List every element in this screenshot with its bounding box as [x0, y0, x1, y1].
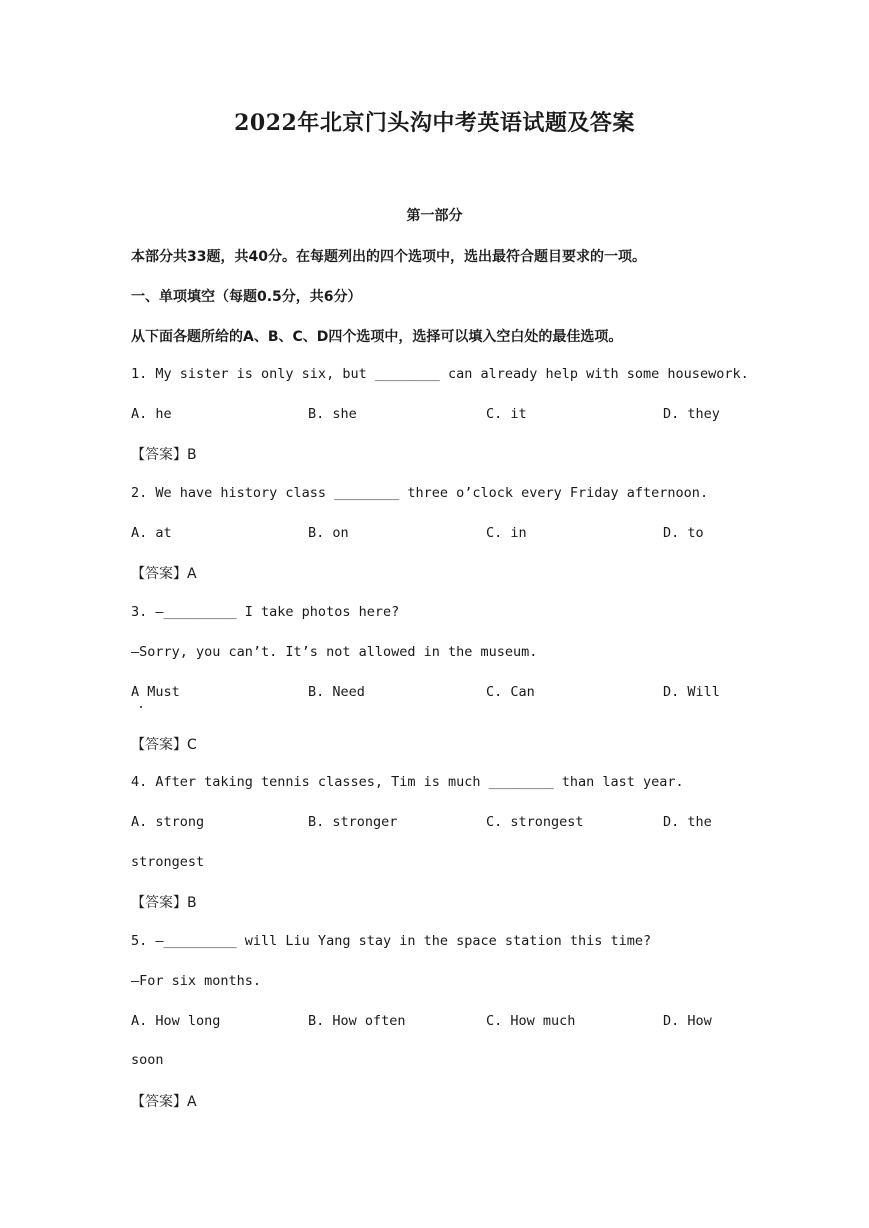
question-4-option-c: C. strongest [486, 814, 584, 830]
question-4-option-a: A. strong [131, 814, 205, 830]
question-1-answer: 【答案】B [131, 447, 197, 463]
question-3-option-b: B. Need [308, 684, 365, 700]
question-4-option-b: B. stronger [308, 814, 398, 830]
question-1-option-c: C. it [486, 406, 527, 422]
question-1-option-b: B. she [308, 406, 357, 422]
question-5-option-c: C. How much [486, 1013, 576, 1029]
question-4-option-d-wrap: strongest [131, 854, 205, 870]
instruction-text: 从下面各题所给的A、B、C、D四个选项中，选择可以填入空白处的最佳选项。 [131, 329, 623, 345]
question-2-option-d: D. to [663, 525, 704, 541]
question-3-stem: 3. —_________ I take photos here? [131, 604, 400, 620]
question-5-option-d-wrap: soon [131, 1052, 164, 1068]
question-5-option-d: D. How [663, 1013, 712, 1029]
document-title: 2022年北京门头沟中考英语试题及答案 [234, 110, 635, 136]
question-5-reply: —For six months. [131, 973, 262, 989]
question-5-stem: 5. —_________ will Liu Yang stay in the space station this time? [131, 933, 652, 949]
question-1-option-d: D. they [663, 406, 720, 422]
question-3-answer: 【答案】C [131, 737, 197, 753]
stray-dot-mark [140, 706, 142, 708]
question-3-option-c: C. Can [486, 684, 535, 700]
question-2-stem: 2. We have history class ________ three o’clock every Friday afternoon. [131, 485, 709, 501]
question-1-option-a: A. he [131, 406, 172, 422]
question-2-option-c: C. in [486, 525, 527, 541]
part-heading: 一、单项填空（每题0.5分，共6分） [131, 289, 362, 305]
question-2-option-b: B. on [308, 525, 349, 541]
question-5-option-a: A. How long [131, 1013, 221, 1029]
question-4-option-d: D. the [663, 814, 712, 830]
question-5-option-b: B. How often [308, 1013, 406, 1029]
section-intro: 本部分共33题，共40分。在每题列出的四个选项中，选出最符合题目要求的一项。 [131, 249, 646, 265]
question-4-stem: 4. After taking tennis classes, Tim is much ________ than last year. [131, 774, 684, 790]
question-3-reply: —Sorry, you can’t. It’s not allowed in the museum. [131, 644, 538, 660]
question-1-stem: 1. My sister is only six, but ________ can already help with some housework. [131, 366, 749, 382]
question-4-answer: 【答案】B [131, 895, 197, 911]
question-5-answer: 【答案】A [131, 1094, 197, 1110]
question-3-option-d: D. Will [663, 684, 720, 700]
section-heading: 第一部分 [406, 208, 463, 224]
question-2-answer: 【答案】A [131, 566, 197, 582]
question-2-option-a: A. at [131, 525, 172, 541]
question-3-option-a: A Must [131, 684, 180, 700]
